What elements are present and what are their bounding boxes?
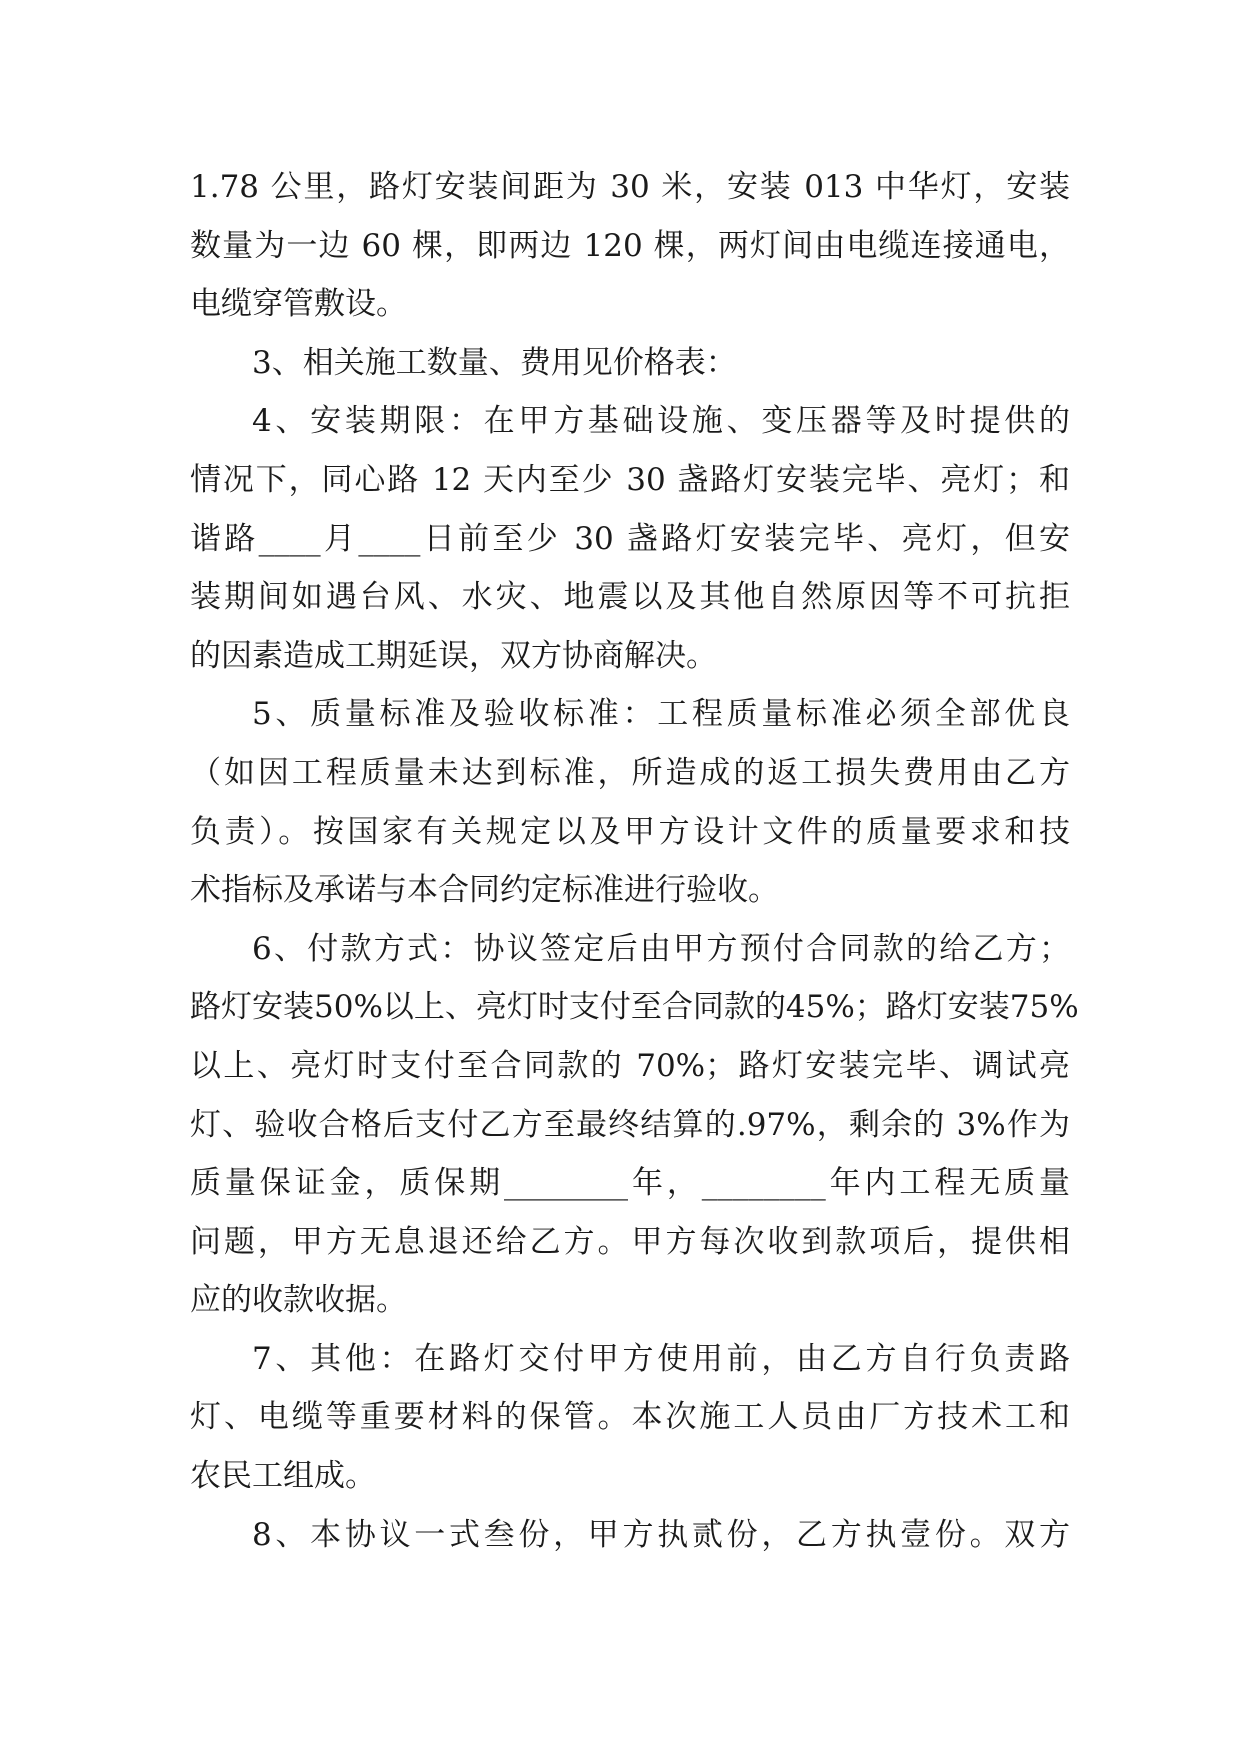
text-line: 以上、亮灯时支付至合同款的 70%；路灯安装完毕、调试亮 bbox=[190, 1047, 1070, 1084]
text-line: 数量为一边 60 棵，即两边 120 棵，两灯间由电缆连接通电， bbox=[190, 227, 1070, 264]
text-line: 路灯安装50%以上、亮灯时支付至合同款的45%；路灯安装75% bbox=[190, 989, 1079, 1026]
clause-5: 5、质量标准及验收标准：工程质量标准必须全部优良 bbox=[252, 696, 1070, 733]
text-line: 问题，甲方无息退还给乙方。甲方每次收到款项后，提供相 bbox=[190, 1223, 1070, 1260]
contract-text bbox=[190, 158, 1079, 1564]
text-line: 术指标及承诺与本合同约定标准进行验收。 bbox=[190, 872, 779, 909]
text-line: 负责）。按国家有关规定以及甲方设计文件的质量要求和技 bbox=[190, 813, 1070, 850]
text-line: 谐路____月____日前至少 30 盏路灯安装完毕、亮灯，但安 bbox=[190, 520, 1070, 557]
text-line: 装期间如遇台风、水灾、地震以及其他自然原因等不可抗拒 bbox=[190, 579, 1070, 616]
clause-7: 7、其他：在路灯交付甲方使用前，由乙方自行负责路 bbox=[252, 1340, 1070, 1377]
text-line: 情况下，同心路 12 天内至少 30 盏路灯安装完毕、亮灯；和 bbox=[190, 461, 1070, 498]
clause-6: 6、付款方式：协议签定后由甲方预付合同款的给乙方； bbox=[252, 930, 1070, 967]
text-line: 应的收款收据。 bbox=[190, 1282, 407, 1319]
clause-8: 8、本协议一式叁份，甲方执贰份，乙方执壹份。双方 bbox=[252, 1516, 1070, 1553]
text-line: 电缆穿管敷设。 bbox=[190, 286, 407, 323]
text-line: 农民工组成。 bbox=[190, 1458, 376, 1495]
clause-3: 3、相关施工数量、费用见价格表： bbox=[252, 344, 737, 381]
text-line: 质量保证金，质保期________年，________年内工程无质量 bbox=[190, 1165, 1070, 1202]
text-line: 的因素造成工期延误，双方协商解决。 bbox=[190, 637, 717, 674]
text-line: （如因工程质量未达到标准，所造成的返工损失费用由乙方 bbox=[190, 754, 1070, 791]
text-line: 灯、电缆等重要材料的保管。本次施工人员由厂方技术工和 bbox=[190, 1399, 1070, 1436]
text-line: 灯、验收合格后支付乙方至最终结算的.97%，剩余的 3%作为 bbox=[190, 1106, 1070, 1143]
clause-4: 4、安装期限：在甲方基础设施、变压器等及时提供的 bbox=[252, 403, 1070, 440]
text-line: 1.78 公里，路灯安装间距为 30 米，安装 013 中华灯，安装 bbox=[190, 169, 1070, 205]
